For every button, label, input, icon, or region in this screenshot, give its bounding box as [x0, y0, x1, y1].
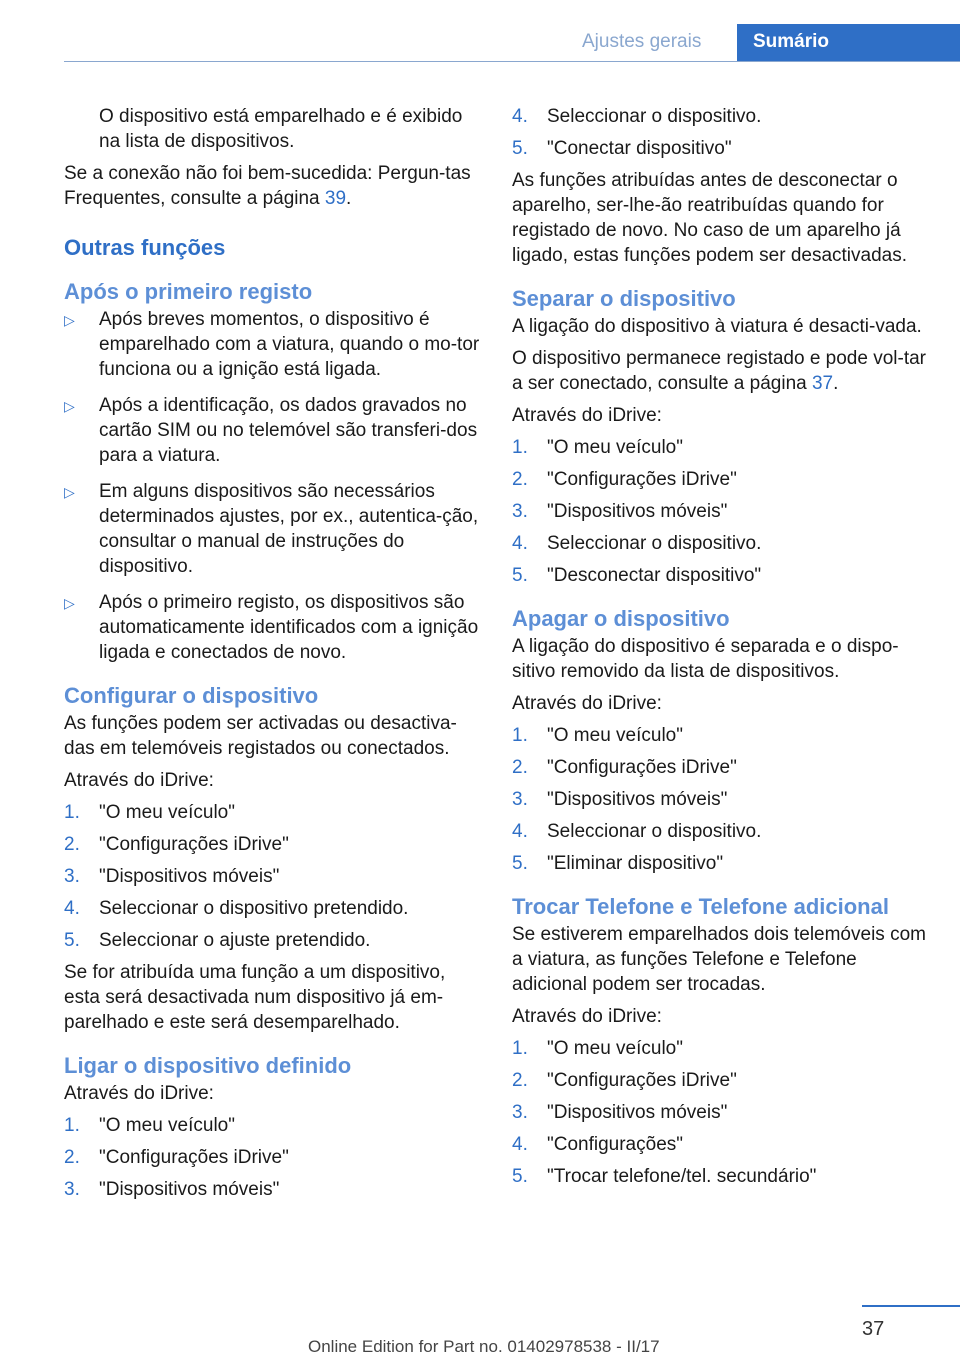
step-number: 1. — [512, 1038, 528, 1059]
step-number: 4. — [512, 1134, 528, 1155]
separar-text-end: . — [833, 373, 839, 394]
heading-outras-funcoes: Outras funções — [64, 235, 226, 260]
list-item — [512, 819, 932, 844]
step-text: "O meu veículo" — [547, 725, 683, 746]
list-item — [512, 1036, 932, 1061]
trocar-paragraph-1: Se estiverem emparelhados dois telemóveis com a viatura, as funções Telefone e Telefone adicional podem ser trocadas. — [512, 924, 926, 995]
step-number: 1. — [512, 437, 528, 458]
step-number: 2. — [512, 1070, 528, 1091]
list-item — [512, 467, 932, 492]
step-number: 4. — [512, 821, 528, 842]
header-tab-summary[interactable]: Sumário — [737, 24, 960, 62]
step-number: 4. — [512, 533, 528, 554]
steps-list-ligar-cont — [512, 104, 932, 161]
step-text: Seleccionar o dispositivo pretendido. — [99, 898, 409, 919]
heading-apagar-dispositivo: Apagar o dispositivo — [512, 606, 730, 631]
step-number: 4. — [64, 898, 80, 919]
apagar-paragraph-1: A ligação do dispositivo é separada e o dispo‐sitivo removido da lista de dispositivos. — [512, 636, 899, 682]
list-item — [64, 832, 482, 857]
list-item — [512, 435, 932, 460]
step-text: Seleccionar o dispositivo. — [547, 533, 762, 554]
step-number: 5. — [512, 853, 528, 874]
list-item-text: Após a identificação, os dados gravados no cartão SIM ou no telemóvel são transferi‐dos para a viatura. — [99, 395, 478, 466]
page-link-39[interactable]: 39 — [324, 188, 347, 209]
step-number: 1. — [512, 725, 528, 746]
list-item — [64, 864, 482, 889]
apagar-paragraph-2: Através do iDrive: — [512, 693, 662, 714]
list-item — [512, 755, 932, 780]
step-text: "Configurações" — [547, 1134, 684, 1155]
step-number: 3. — [512, 501, 528, 522]
right-column — [512, 104, 932, 1196]
step-number: 5. — [512, 565, 528, 586]
list-item-text: Após breves momentos, o dispositivo é emparelhado com a viatura, quando o mo‐tor funciona ou a ignição está ligada. — [99, 309, 480, 380]
list-item — [512, 1164, 932, 1189]
step-number: 1. — [64, 1115, 80, 1136]
heading-configurar-dispositivo: Configurar o dispositivo — [64, 683, 319, 708]
separar-paragraph-1: A ligação do dispositivo à viatura é desacti‐vada. — [512, 316, 922, 337]
step-text: "Dispositivos móveis" — [99, 1179, 280, 1200]
page-number-divider — [862, 1305, 960, 1307]
list-item — [512, 104, 932, 129]
list-item-text: Em alguns dispositivos são necessários determinados ajustes, por ex., autentica‐ção, consultar o manual de instruções do dispositivo. — [99, 481, 479, 577]
list-item — [64, 1113, 482, 1138]
list-item — [512, 136, 932, 161]
heading-apos-primeiro-registo: Após o primeiro registo — [64, 279, 313, 304]
step-text: "Dispositivos móveis" — [547, 501, 728, 522]
separar-paragraph-3: Através do iDrive: — [512, 405, 662, 426]
list-item — [64, 1177, 482, 1202]
step-number: 3. — [64, 1179, 80, 1200]
step-text: "O meu veículo" — [547, 437, 683, 458]
step-text: "Dispositivos móveis" — [547, 1102, 728, 1123]
list-item — [64, 800, 482, 825]
steps-list-separar — [512, 435, 932, 588]
list-item — [512, 531, 932, 556]
step-number: 2. — [512, 757, 528, 778]
step-text: "Trocar telefone/tel. secundário" — [547, 1166, 817, 1187]
step-text: "Configurações iDrive" — [547, 1070, 737, 1091]
edition-footer: Online Edition for Part no. 01402978538 - II/17 — [308, 1337, 660, 1356]
step-number: 2. — [64, 1147, 80, 1168]
heading-trocar-telefone: Trocar Telefone e Telefone adicional — [512, 894, 889, 919]
step-text: Seleccionar o dispositivo. — [547, 821, 762, 842]
steps-list-trocar — [512, 1036, 932, 1189]
triangle-right-icon: ▷ — [64, 398, 75, 414]
step-number: 2. — [512, 469, 528, 490]
step-number: 3. — [512, 1102, 528, 1123]
list-item — [64, 896, 482, 921]
config-paragraph-3: Se for atribuída uma função a um dispositivo, esta será desactivada num dispositivo já em‐parelhado e este será desemparelhado. — [64, 962, 446, 1033]
list-item — [512, 1100, 932, 1125]
intro-paragraph-1: O dispositivo está emparelhado e é exibido na lista de dispositivos. — [99, 106, 463, 152]
list-item — [64, 1145, 482, 1170]
list-item — [64, 590, 482, 665]
step-text: "Conectar dispositivo" — [547, 138, 732, 159]
list-item — [64, 393, 482, 468]
step-number: 4. — [512, 106, 528, 127]
list-item — [512, 851, 932, 876]
steps-list-apagar — [512, 723, 932, 876]
list-item — [64, 928, 482, 953]
page-number: 37 — [862, 1318, 885, 1340]
step-number: 3. — [64, 866, 80, 887]
step-text: "O meu veículo" — [547, 1038, 683, 1059]
heading-separar-dispositivo: Separar o dispositivo — [512, 286, 736, 311]
page-link-37[interactable]: 37 — [811, 373, 834, 394]
heading-ligar-dispositivo: Ligar o dispositivo definido — [64, 1053, 352, 1078]
list-item — [512, 499, 932, 524]
header-section-title: Ajustes gerais — [582, 31, 702, 52]
triangle-right-icon: ▷ — [64, 312, 75, 328]
list-item — [512, 723, 932, 748]
step-text: "O meu veículo" — [99, 1115, 235, 1136]
step-text: "Configurações iDrive" — [99, 834, 289, 855]
triangle-right-icon: ▷ — [64, 484, 75, 500]
step-text: "Dispositivos móveis" — [99, 866, 280, 887]
config-paragraph-1: As funções podem ser activadas ou desactiva‐das em telemóveis registados ou conectados. — [64, 713, 457, 759]
list-item — [512, 787, 932, 812]
step-text: "Configurações iDrive" — [547, 757, 737, 778]
step-number: 5. — [512, 138, 528, 159]
list-item — [512, 1132, 932, 1157]
step-number: 1. — [64, 802, 80, 823]
config-paragraph-2: Através do iDrive: — [64, 770, 214, 791]
list-item — [512, 1068, 932, 1093]
ligar-paragraph-1: Através do iDrive: — [64, 1083, 214, 1104]
step-text: Seleccionar o ajuste pretendido. — [99, 930, 371, 951]
step-text: "O meu veículo" — [99, 802, 235, 823]
intro-text-end: . — [346, 188, 352, 209]
list-item-text: Após o primeiro registo, os dispositivos são automaticamente identificados com a ignição ligada e conectados de novo. — [99, 592, 479, 663]
intro-paragraph-2 — [64, 161, 482, 211]
step-number: 3. — [512, 789, 528, 810]
step-number: 5. — [512, 1166, 528, 1187]
steps-list-config — [64, 800, 482, 953]
intro-text: Se a conexão não foi bem-sucedida: Pergun‐tas Frequentes, consulte a página — [64, 163, 471, 209]
header-divider — [64, 61, 960, 62]
step-text: Seleccionar o dispositivo. — [547, 106, 762, 127]
ligar-paragraph-2: As funções atribuídas antes de desconectar o aparelho, ser-lhe-ão reatribuídas quando for registado de novo. No caso de um aparelho já ligado, estas funções podem ser desactivadas. — [512, 170, 908, 266]
step-number: 5. — [64, 930, 80, 951]
separar-paragraph-2 — [512, 346, 932, 396]
list-item — [64, 479, 482, 579]
left-column — [64, 104, 482, 1209]
trocar-paragraph-2: Através do iDrive: — [512, 1006, 662, 1027]
bullet-list-registo — [64, 307, 482, 665]
step-text: "Configurações iDrive" — [99, 1147, 289, 1168]
step-text: "Configurações iDrive" — [547, 469, 737, 490]
triangle-right-icon: ▷ — [64, 595, 75, 611]
step-text: "Desconectar dispositivo" — [547, 565, 762, 586]
step-number: 2. — [64, 834, 80, 855]
list-item — [64, 307, 482, 382]
step-text: "Dispositivos móveis" — [547, 789, 728, 810]
step-text: "Eliminar dispositivo" — [547, 853, 724, 874]
steps-list-ligar — [64, 1113, 482, 1202]
separar-text: O dispositivo permanece registado e pode vol‐tar a ser conectado, consulte a página — [512, 348, 927, 394]
list-item — [512, 563, 932, 588]
